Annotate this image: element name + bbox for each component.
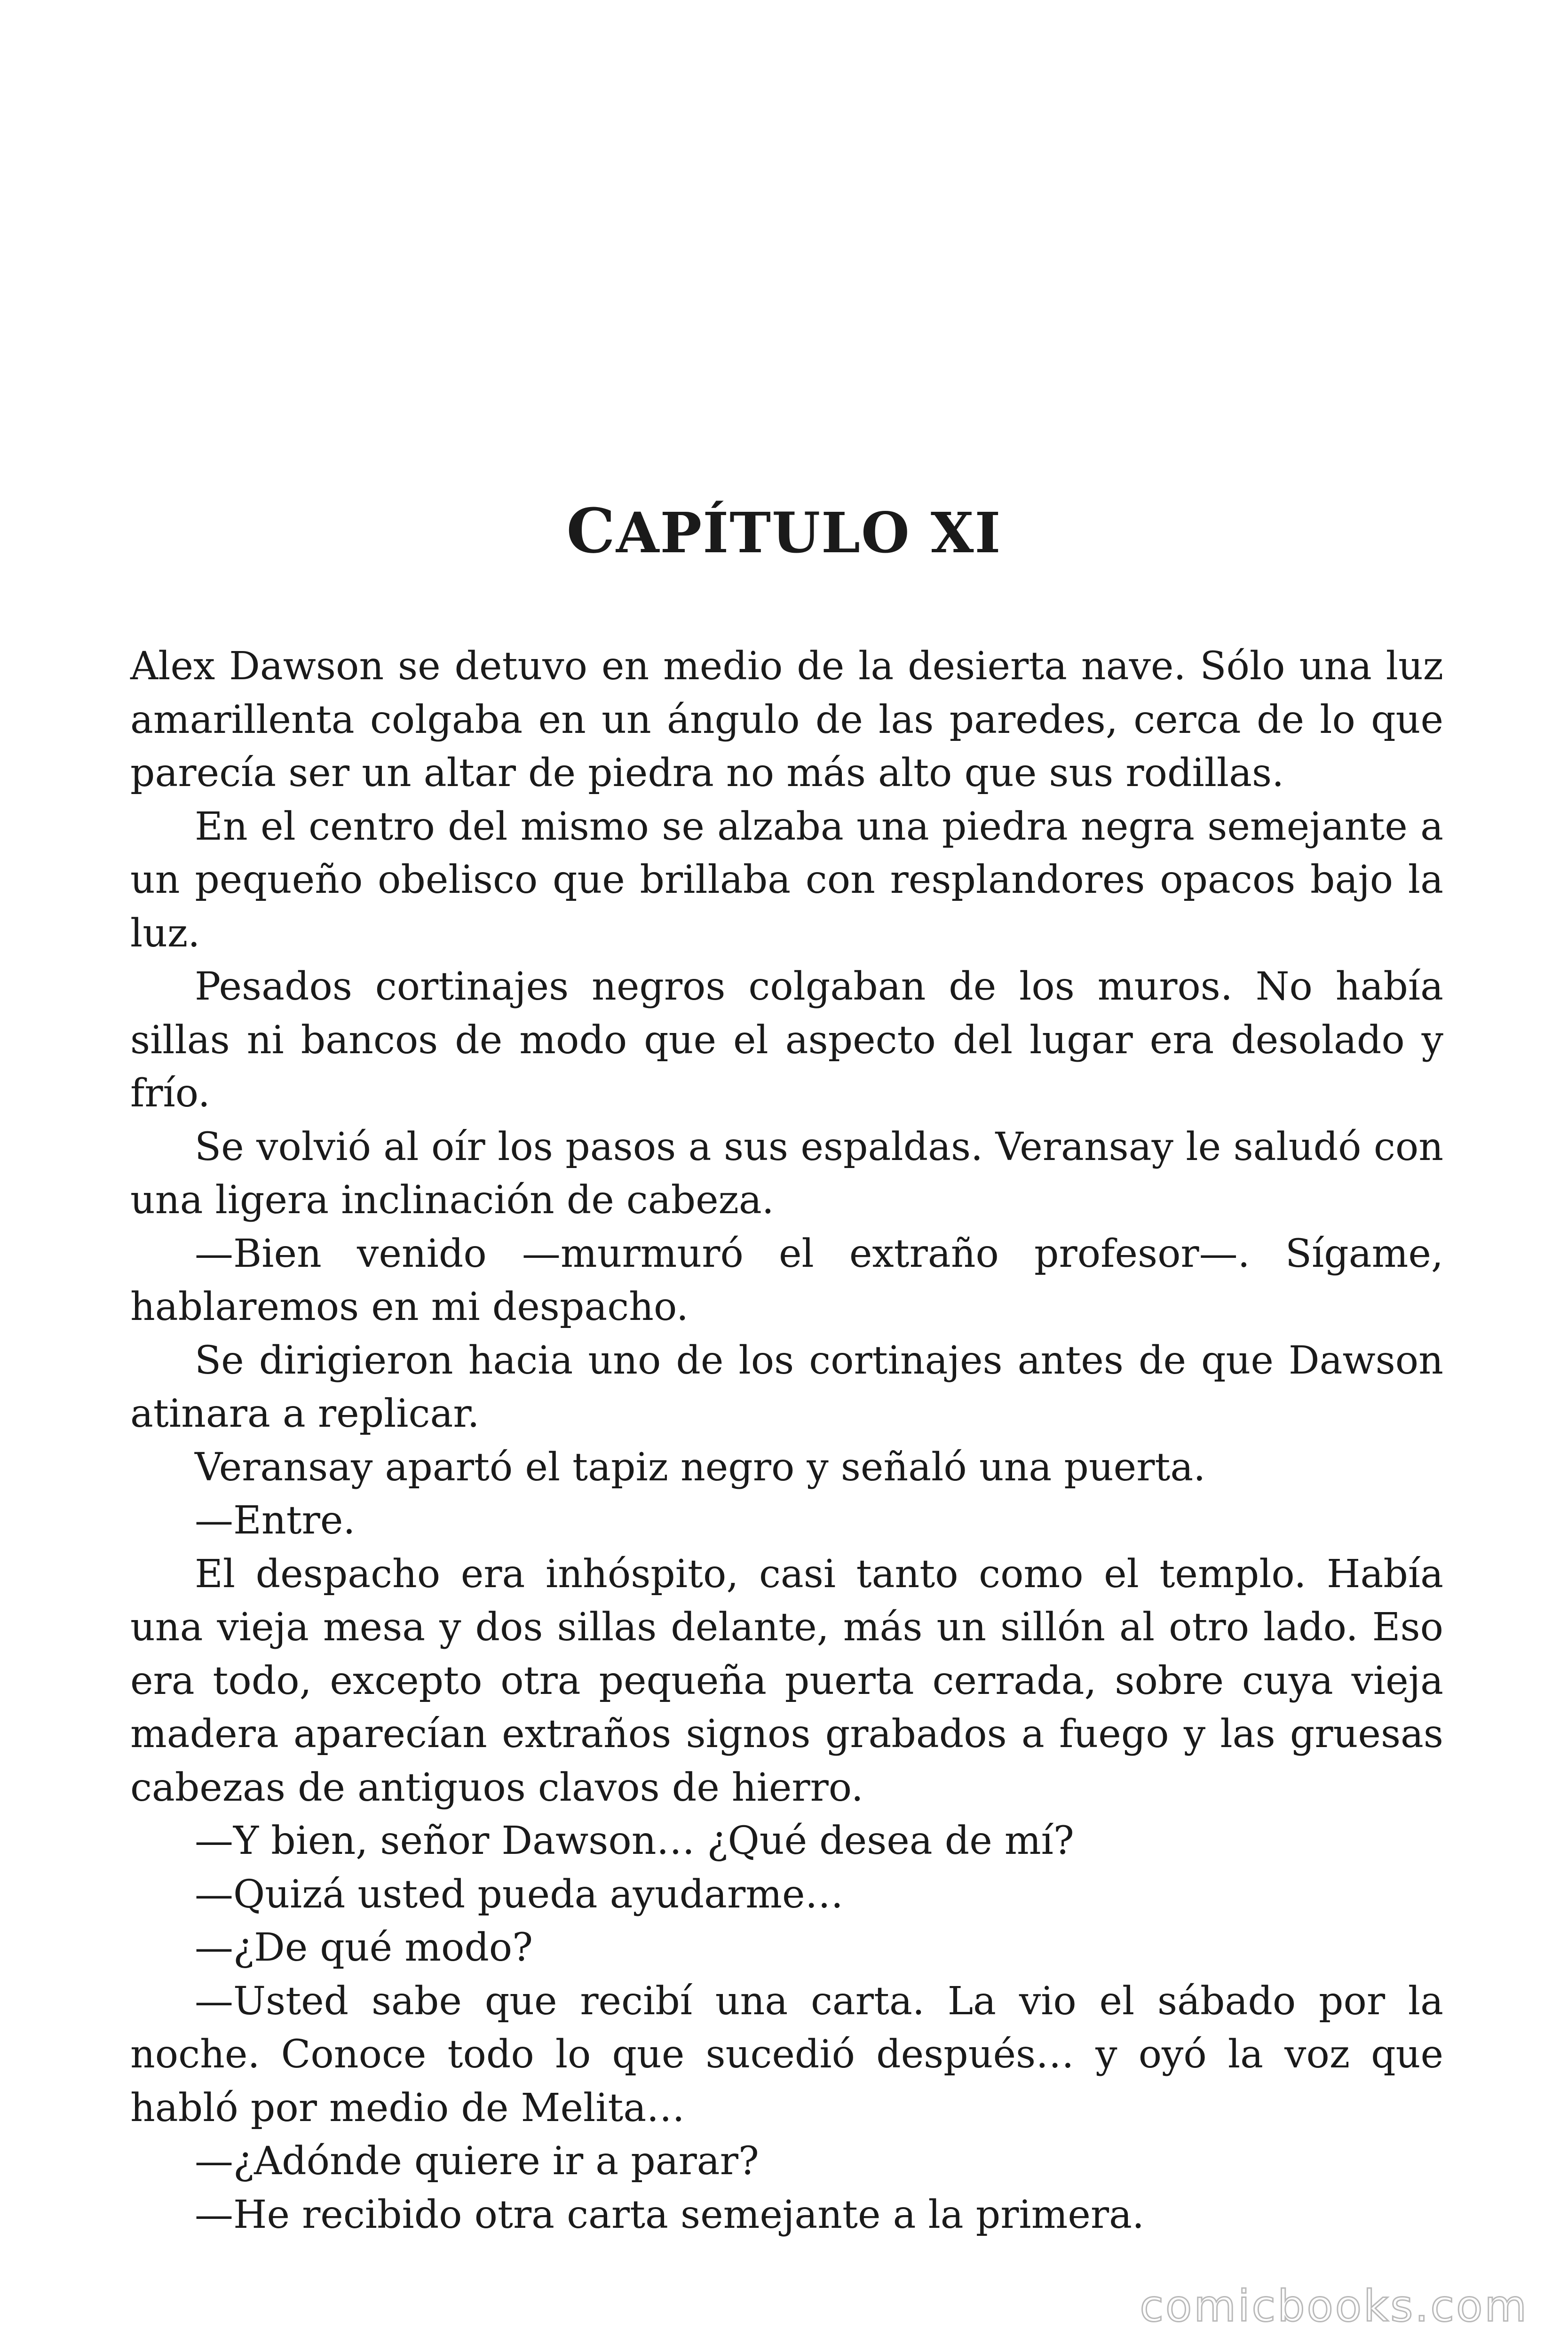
paragraph: —Usted sabe que recibí una carta. La vio el sábado por la noche. Conoce todo lo que sucedió después… y oyó la voz que habló por medio de Melita… [130, 1979, 1443, 2130]
chapter-title-rest: APÍTULO XI [616, 500, 1002, 566]
paragraph: —Entre. [195, 1498, 356, 1543]
paragraph: Alex Dawson se detuvo en medio de la desierta nave. Sólo una luz amarillenta colgaba en un ángulo de las paredes, cerca de lo que parecía ser un altar de piedra no más alto que sus rodillas. [130, 644, 1443, 795]
paragraph: En el centro del mismo se alzaba una piedra negra semejante a un pequeño obelisco que brillaba con resplandores opacos bajo la luz. [130, 804, 1443, 956]
paragraph: —¿De qué modo? [195, 1925, 533, 1970]
paragraph: —Bien venido —murmuró el extraño profesor—. Sígame, hablaremos en mi despacho. [130, 1231, 1443, 1329]
body-text [130, 640, 1443, 2241]
paragraph: —He recibido otra carta semejante a la primera. [195, 2192, 1145, 2237]
paragraph: Veransay apartó el tapiz negro y señaló una puerta. [195, 1445, 1206, 1490]
paragraph: —Y bien, señor Dawson… ¿Qué desea de mí? [195, 1819, 1074, 1863]
paragraph: Se dirigieron hacia uno de los cortinajes antes de que Dawson atinara a replicar. [130, 1338, 1443, 1436]
paragraph: —¿Adónde quiere ir a parar? [195, 2139, 759, 2184]
chapter-title-initial: C [566, 495, 616, 567]
paragraph: El despacho era inhóspito, casi tanto como el templo. Había una vieja mesa y dos sillas delante, más un sillón al otro lado. Eso era todo, excepto otra pequeña puerta cerrada, sobre cuya vieja madera aparecían extraños signos grabados a fuego y las gruesas cabezas de antiguos clavos de hierro. [130, 1551, 1443, 1810]
paragraph: Se volvió al oír los pasos a sus espaldas. Veransay le saludó con una ligera inclinación de cabeza. [130, 1124, 1443, 1223]
watermark: comicbooks.com [1140, 2281, 1528, 2331]
paragraph: —Quizá usted pueda ayudarme… [195, 1872, 844, 1917]
chapter-title [0, 493, 1568, 571]
paragraph: Pesados cortinajes negros colgaban de los muros. No había sillas ni bancos de modo que el aspecto del lugar era desolado y frío. [130, 964, 1443, 1116]
